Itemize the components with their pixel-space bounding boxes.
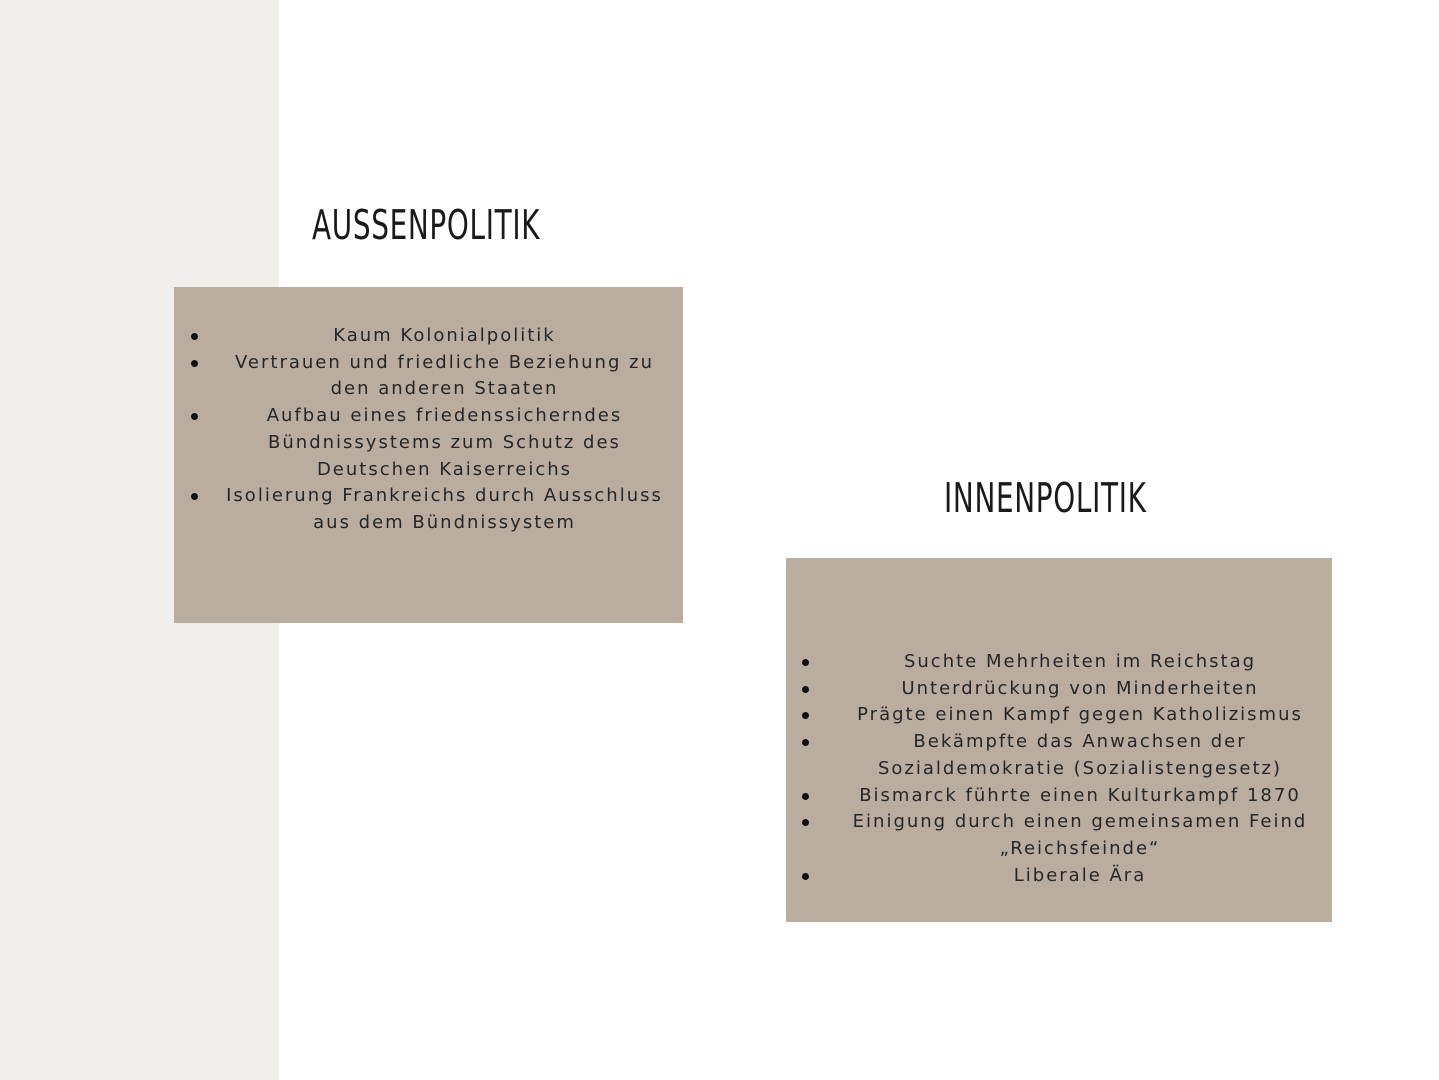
list-item-text: Einigung durch einen gemeinsamen Feind „Reichsfeinde“ [852, 811, 1308, 859]
bullet-dot-icon [802, 873, 809, 880]
list-item [786, 783, 1332, 810]
list-item [786, 649, 1332, 676]
list-item-text: Unterdrückung von Minderheiten [901, 677, 1259, 699]
list-item-text: Isolierung Frankreichs durch Ausschluss aus dem Bündnissystem [226, 485, 663, 533]
bullet-dot-icon [802, 712, 809, 719]
bullet-dot-icon [802, 659, 809, 666]
list-item-text: Suchte Mehrheiten im Reichstag [903, 651, 1257, 672]
bullet-dot-icon [191, 333, 198, 340]
list-item-text: Vertrauen und friedliche Beziehung zu den anderen Staaten [235, 351, 654, 400]
aussenpolitik-heading: AUSSENPOLITIK [312, 201, 541, 249]
list-item [786, 702, 1332, 729]
list-item [786, 729, 1332, 782]
list-item [786, 676, 1332, 703]
innenpolitik-box [786, 558, 1332, 922]
bullet-dot-icon [802, 793, 809, 800]
bullet-dot-icon [802, 686, 809, 693]
list-item [174, 350, 683, 403]
innenpolitik-heading: INNENPOLITIK [944, 474, 1147, 522]
list-item-text: Prägte einen Kampf gegen Katholizismus [857, 704, 1303, 726]
list-item [786, 809, 1332, 862]
bullet-dot-icon [802, 819, 809, 826]
list-item-text: Kaum Kolonialpolitik [333, 325, 556, 346]
aussenpolitik-list [174, 323, 683, 537]
list-item-text: Aufbau eines friedenssicherndes Bündnissystems zum Schutz des Deutschen Kaiserreichs [266, 405, 623, 480]
list-item-text: Bekämpfte das Anwachsen der Sozialdemokratie (Sozialistengesetz) [877, 731, 1282, 779]
list-item [174, 403, 683, 483]
bullet-dot-icon [802, 739, 809, 746]
list-item [786, 863, 1332, 890]
innenpolitik-list [786, 649, 1332, 889]
bullet-dot-icon [191, 413, 198, 420]
bullet-dot-icon [191, 360, 198, 367]
list-item [174, 483, 683, 536]
list-item [174, 323, 683, 350]
list-item-text: Liberale Ära [1013, 864, 1147, 886]
aussenpolitik-box [174, 287, 683, 623]
bullet-dot-icon [191, 493, 198, 500]
list-item-text: Bismarck führte einen Kulturkampf 1870 [859, 784, 1301, 806]
